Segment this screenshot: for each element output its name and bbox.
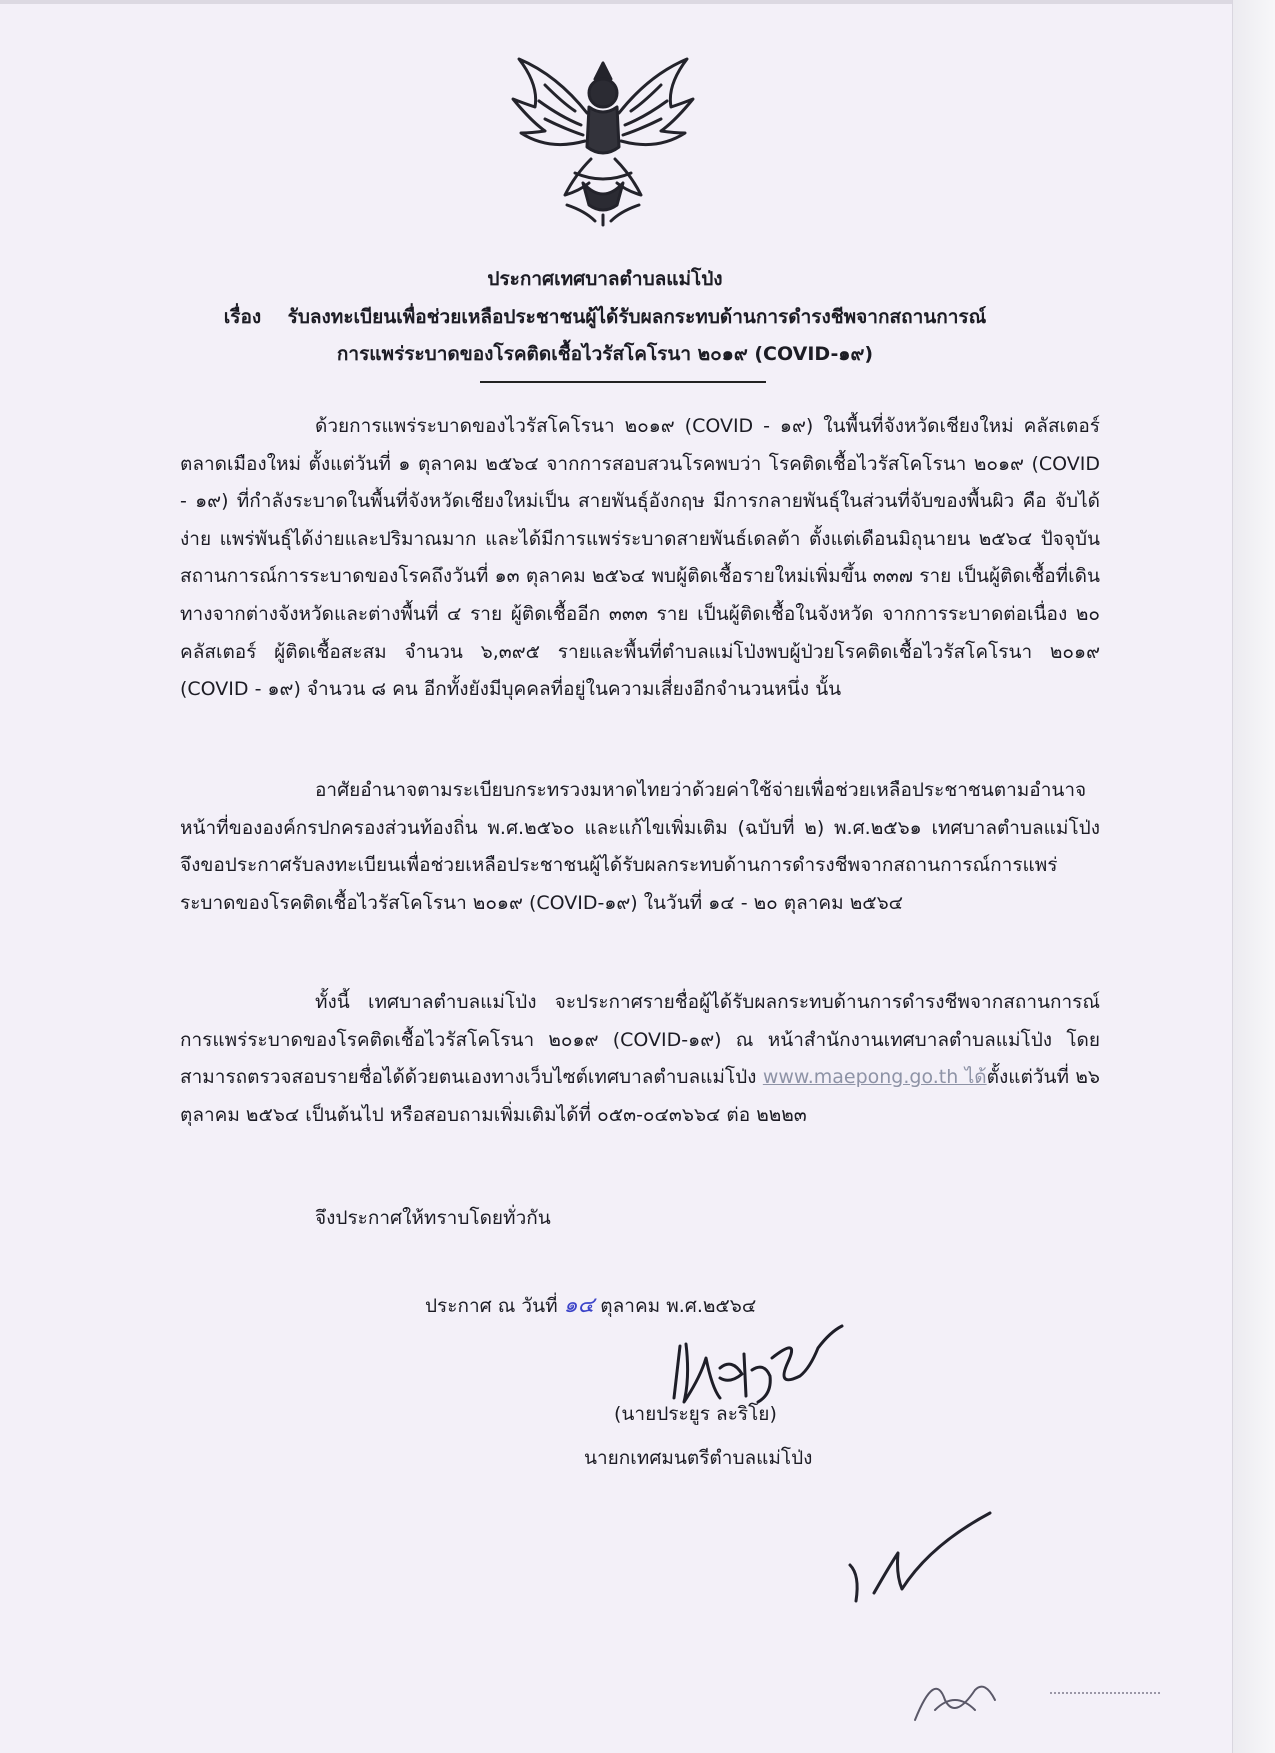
signer-name: (นายประยูร ละริโย): [614, 1403, 777, 1425]
subject-label: เรื่อง: [223, 306, 262, 328]
website-link[interactable]: www.maepong.go.th ได้: [762, 1066, 987, 1089]
scan-right-edge: [1232, 0, 1275, 1753]
header-divider: [480, 381, 766, 383]
signer-position: นายกเทศมนตรีตำบลแม่โป่ง: [584, 1447, 813, 1469]
paragraph-authority: อาศัยอำนาจตามระเบียบกระทรวงมหาดไทยว่าด้วยค่าใช้จ่ายเพื่อช่วยเหลือประชาชนตามอำนาจหน้าที่ขององค์กรปกครองส่วนท้องถิ่น พ.ศ.๒๕๖๐ และแก้ไขเพิ่มเติม (ฉบับที่ ๒) พ.ศ.๒๕๖๑ เทศบาลตำบลแม่โป่ง จึงขอประกาศรับลงทะเบียนเพื่อช่วยเหลือประชาชนผู้ได้รับผลกระทบด้านการดำรงชีพจากสถานการณ์การแพร่ระบาดของโรคติดเชื้อไวรัสโคโรนา ๒๐๑๙ (COVID-๑๙) ในวันที่ ๑๔ - ๒๐ ตุลาคม ๒๕๖๔: [180, 779, 1100, 914]
handwritten-day: ๑๔: [563, 1293, 595, 1318]
announcement-title: ประกาศเทศบาลตำบลแม่โป่ง: [487, 268, 723, 290]
paragraph-situation: ด้วยการแพร่ระบาดของไวรัสโคโรนา ๒๐๑๙ (COVID - ๑๙) ในพื้นที่จังหวัดเชียงใหม่ คลัสเตอร์ตลาดเมืองใหม่ ตั้งแต่วันที่ ๑ ตุลาคม ๒๕๖๔ จากการสอบสวนโรคพบว่า โรคติดเชื้อไวรัสโคโรนา ๒๐๑๙ (COVID - ๑๙) ที่กำลังระบาดในพื้นที่จังหวัดเชียงใหม่เป็น สายพันธุ์อังกฤษ มีการกลายพันธุ์ในส่วนที่จับของพื้นผิว คือ จับได้ง่าย แพร่พันธุ์ได้ง่ายและปริมาณมาก และได้มีการแพร่ระบาดสายพันธ์เดลต้า ตั้งแต่เดือนมิถุนายน ๒๕๖๔ ปัจจุบันสถานการณ์การระบาดของโรคถึงวันที่ ๑๓ ตุลาคม ๒๕๖๔ พบผู้ติดเชื้อรายใหม่เพิ่มขึ้น ๓๓๗ ราย เป็นผู้ติดเชื้อที่เดินทางจากต่างจังหวัดและต่างพื้นที่ ๔ ราย ผู้ติดเชื้ออีก ๓๓๓ ราย เป็นผู้ติดเชื้อในจังหวัด จากการระบาดต่อเนื่อง ๒๐ คลัสเตอร์ ผู้ติดเชื้อสะสม จำนวน ๖,๓๙๕ รายและพื้นที่ตำบลแม่โป่งพบผู้ป่วยโรคติดเชื้อไวรัสโคโรนา ๒๐๑๙ (COVID - ๑๙) จำนวน ๘ คน อีกทั้งยังมีบุคคลที่อยู่ในความเสี่ยงอีกจำนวนหนึ่ง นั้น: [180, 415, 1100, 701]
date-prefix: ประกาศ ณ วันที่: [425, 1295, 564, 1317]
date-suffix: ตุลาคม พ.ศ.๒๕๖๔: [594, 1295, 757, 1317]
closing-statement: จึงประกาศให้ทราบโดยทั่วกัน: [315, 1207, 551, 1229]
paragraph-announcement-text-1: ทั้งนี้ เทศบาลตำบลแม่โป่ง จะประกาศรายชื่อผู้ได้รับผลกระทบด้านการดำรงชีพจากสถานการณ์การแพร่ระบาดของโรคติดเชื้อไวรัสโคโรนา ๒๐๑๙ (COVID-๑๙) ณ หน้าสำนักงานเทศบาลตำบลแม่โป่ง โดยสามารถตรวจสอบรายชื่อได้ด้วยตนเองทางเว็บไซต์เทศบาลตำบลแม่โป่ง: [180, 991, 1100, 1089]
paragraph-announcement-text-2: ตั้งแต่วันที่ ๒๖ ตุลาคม ๒๕๖๔ เป็นต้นไป หรือสอบถามเพิ่มเติมได้ที่ ๐๕๓-๐๔๓๖๖๔ ต่อ ๒๒๒๓: [180, 1066, 1100, 1126]
faint-initial-icon: [905, 1660, 1025, 1730]
garuda-emblem-icon: [505, 55, 701, 227]
subject-line-1: [0, 300, 1210, 334]
handwritten-mark-icon: [840, 1505, 1000, 1605]
scan-top-edge: [0, 0, 1233, 4]
dotted-line: [1050, 1692, 1160, 1694]
subject-text-1: รับลงทะเบียนเพื่อช่วยเหลือประชาชนผู้ได้รับผลกระทบด้านการดำรงชีพจากสถานการณ์: [287, 306, 987, 328]
subject-line-2: การแพร่ระบาดของโรคติดเชื้อไวรัสโคโรนา ๒๐๑๙ (COVID-๑๙): [336, 343, 874, 365]
paragraph-announcement: [180, 984, 1100, 1134]
